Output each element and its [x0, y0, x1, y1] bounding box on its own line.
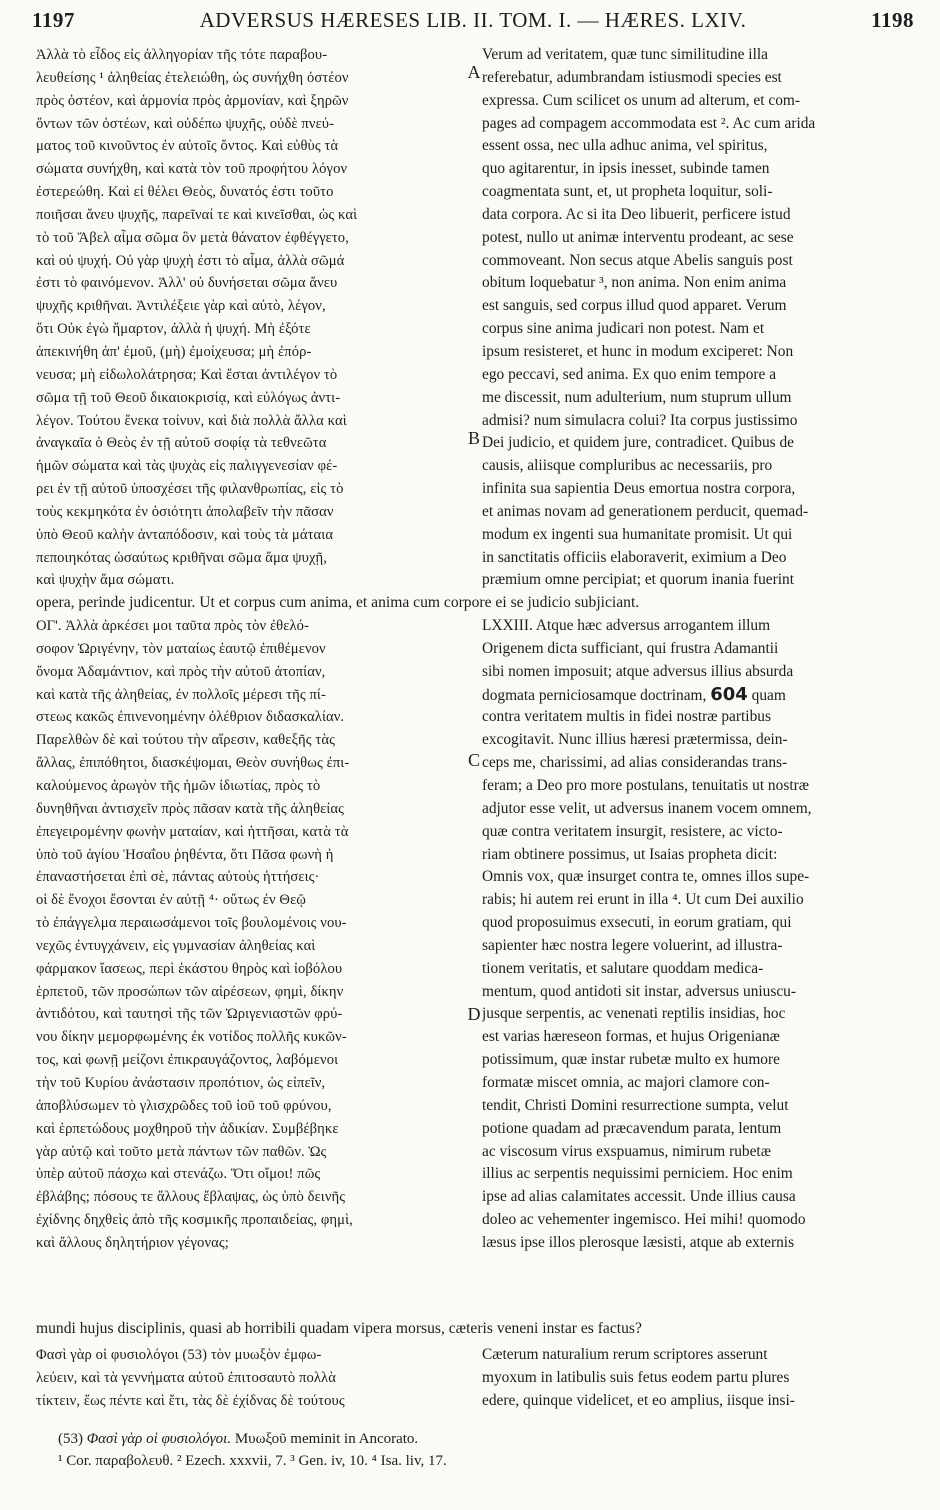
greek-text-line: ὅτι Οὐκ ἐγὼ ἥμαρτον, ἀλλὰ ἡ ψυχή. Μὴ ἐξότε — [36, 321, 311, 338]
latin-text-line: dogmata perniciosamque doctrinam, 604 quam — [482, 683, 786, 705]
latin-text-line: modum ex ingenti sua humanitate promisit. Ut qui — [482, 525, 793, 543]
latin-text-line: quæ contra veritatem insurgit, resistere, ac victo- — [482, 822, 783, 840]
latin-text-line: potest, nullo ut animæ interventu prodeant, ac sese — [482, 228, 794, 246]
greek-text-line: τοὺς κεκμηκότα ἐν ὁσιότητι ἀπολαβεῖν τὴν πᾶσαν — [36, 503, 334, 520]
latin-text-line: ipse ad alias calamitates accessit. Unde illius causa — [482, 1188, 796, 1206]
greek-text-line: καλούμενος ἀρωγὸν τῆς ἡμῶν ἰδιωτίας, πρὸς τὸ — [36, 778, 321, 794]
latin-text-line: læsus ipse illos plerosque læsisti, atque ab externis — [482, 1233, 795, 1251]
greek-text-line: ἡμῶν σώματα καὶ τὰς ψυχὰς εἰς παλιγγενεσίαν φέ- — [36, 458, 338, 475]
latin-text-line: infinita sua sapientia Deus emortua nostra corpora, — [482, 480, 796, 498]
footnote-references: ¹ Cor. παραβολευθ. ² Ezech. xxxvii, 7. ³ Gen. iv, 10. ⁴ Isa. liv, 17. — [58, 1453, 447, 1469]
latin-text-line: formatæ miscet omnia, ac majori clamore con- — [482, 1073, 770, 1091]
latin-text-line: Verum ad veritatem, quæ tunc similitudine illa — [482, 46, 768, 63]
latin-text-line: feram; a Deo pro more postulans, tenuitatis ut nostræ — [482, 777, 809, 794]
margin-letter: A — [467, 62, 481, 82]
greek-text-line: ἐπεγειρομένην φωνὴν ματαίαν, καὶ ἡττῆσαι, κατὰ τὰ — [36, 823, 349, 840]
spanning-line-mundi: mundi hujus disciplinis, quasi ab horribili quadam vipera morsus, cæteris veneni instar es factus? — [36, 1320, 642, 1337]
greek-text-line: τὸ τοῦ Ἄβελ αἷμα σῶμα ὃν μετὰ θάνατον ἐφθέγγετο, — [36, 229, 349, 246]
latin-text-line: riam obtinere possimus, ut Isaias propheta dicit: — [482, 845, 778, 863]
greek-tail-column — [36, 1344, 468, 1413]
latin-text-line: rabis; hi autem rei erunt in illa ⁴. Ut cum Dei auxilio — [482, 891, 804, 909]
page-number-left: 1197 — [32, 8, 75, 32]
greek-text-line: Ἀλλὰ τὸ εἶδος εἰς ἀλληγορίαν τῆς τότε παραβου- — [36, 47, 328, 63]
greek-text-line: πεποιηκότας ὡσαύτως κριθῆναι σῶμα ἅμα ψυχῇ, — [36, 549, 328, 566]
latin-text-line: referebatur, adumbrandam istiusmodi species est — [482, 68, 782, 86]
latin-text-line: doleo ac vehementer ingemisco. Hei mihi! quomodo — [482, 1211, 806, 1229]
greek-text-line: δυνηθῆναι ἀντισχεῖν πρὸς πᾶσαν κατὰ τῆς ἀληθείας — [36, 800, 345, 817]
latin-text-line: in sanctitatis officiis elaboraverit, eximium a Deo — [482, 548, 787, 566]
greek-text-line: τίκτειν, ἕως πέντε καὶ ἔτι, τὰς δὲ ἐχίδνας δὲ τούτους — [36, 1392, 345, 1409]
greek-text-line: νου δίκην μεμορφωμένης ἐκ νοτίδος πολλῆς κυκῶν- — [36, 1029, 347, 1046]
greek-text-line: σοφον Ὠριγένην, τὸν ματαίως ἑαυτῷ ἐπιθέμενον — [36, 640, 326, 657]
latin-text-line: admisi? num simulacra colui? Ita corpus justissimo — [482, 411, 798, 429]
latin-text-line: est varias hæreseon formas, et hujus Origenianæ — [482, 1028, 780, 1046]
greek-text-line: λέγον. Τούτου ἕνεκα τοίνυν, καὶ διὰ πολλὰ ἄλλα καὶ — [36, 412, 347, 429]
footnote-text: Μυωξοῦ meminit in Ancorato. — [234, 1431, 419, 1447]
greek-text-line: ἀπεκινήθη ἀπ' ἐμοῦ, (μὴ) ἐμοίχευσα; μὴ ἐπόρ- — [36, 343, 312, 360]
greek-text-line: σῶμα τῇ τοῦ Θεοῦ δικαιοκρισίᾳ, καὶ εὐλόγως ἀντι- — [36, 389, 341, 406]
latin-text-line: tionem veritatis, et salutare quoddam medica- — [482, 959, 764, 977]
footnote-number: (53) — [58, 1431, 83, 1447]
greek-text-line: Φασὶ γὰρ οἱ φυσιολόγοι (53) τὸν μυωξὸν ἐμφω- — [36, 1347, 322, 1363]
greek-text-line: ὄντων τῶν ὀστέων, καὶ οὐδέπω ψυχῆς, οὐδὲ πνεύ- — [36, 115, 335, 132]
greek-text-line: Παρελθὼν δὲ καὶ τούτου τὴν αἵρεσιν, καθεξῆς τὰς — [36, 732, 335, 749]
latin-text-line: excogitavit. Nunc illius hæresi prætermissa, dein- — [482, 731, 788, 749]
latin-text-line: ego peccavi, sed anima. Ex quo enim tempore a — [482, 365, 777, 383]
greek-text-line: ἀποβλύσωμεν τὸ γλισχρῶδες τοῦ ἰοῦ τοῦ φρύνου, — [36, 1097, 332, 1114]
latin-text-line: LXXIII. Atque hæc adversus arrogantem illum — [482, 617, 771, 635]
latin-text-line: Dei judicio, et quidem jure, contradicet. Quibus de — [482, 434, 794, 452]
greek-text-line: πρὸς ὀστέον, καὶ ἁρμονία πρὸς ἁρμονίαν, καὶ ξηρῶν — [36, 92, 349, 109]
greek-text-line: ὑπὲρ αὐτοῦ πάσχω καὶ στενάζω. Ὅτι οἴμοι! πῶς — [36, 1166, 321, 1183]
latin-text-line: coagmentata sunt, et, ut propheta loquitur, soli- — [482, 183, 773, 201]
page-header — [32, 8, 914, 34]
footnote-53 — [58, 1428, 918, 1450]
greek-text-line: ματος τοῦ κινοῦντος ἐν αὐτοῖς ὄντος. Καὶ εὐθὺς τὰ — [36, 138, 339, 155]
latin-text-line: obitum loquebatur ³, non anima. Non enim anima — [482, 274, 787, 292]
latin-text-line: illius ac serpentis nequissimi perniciem. Hoc enim — [482, 1165, 793, 1183]
latin-text-line: causis, aliisque compluribus ac necessariis, pro — [482, 457, 773, 475]
greek-text-line: καὶ κατὰ τῆς ἀληθείας, ἐν πολλοῖς μέρεσι τῆς πί- — [36, 686, 326, 703]
latin-text-line: ipsum resisteret, et hunc in modum exciperet: Non — [482, 342, 794, 360]
footnote-greek: Φασὶ γὰρ οἱ φυσιολόγοι. — [86, 1431, 232, 1447]
latin-text-line: quo agitarentur, in ipsis inesset, subinde tamen — [482, 160, 770, 178]
greek-text-line: καὶ ψυχὴν ἅμα σώματι. — [36, 572, 175, 589]
greek-text-line: ἐπαναστήσεται ἐπὶ σὲ, πάντας αὐτοὺς ἡττήσεις· — [36, 869, 320, 886]
greek-text-line: τὴν τοῦ Κυρίου ἀνάστασιν προπότιον, ὡς εἰπεῖν, — [36, 1074, 326, 1091]
latin-tail-column — [482, 1344, 914, 1413]
greek-text-line: τὸ ἐπάγγελμα περαιωσάμενοι τοῖς βουλομένοις νου- — [36, 915, 347, 932]
greek-column — [36, 44, 468, 1255]
latin-text-line: corpus sine anima judicari non potest. Nam et — [482, 320, 765, 338]
latin-text-line: Omnis vox, quæ insurget contra te, omnes illos supe- — [482, 868, 810, 886]
greek-text-line: ἀντιδότου, καὶ ταυτησὶ τῆς τῶν Ὠριγενιαστῶν φρύ- — [36, 1006, 343, 1023]
greek-text-line: καὶ οὐ ψυχή. Οὐ γὰρ ψυχὴ ἐστι τὸ αἷμα, ἀλλὰ σῶμά — [36, 252, 345, 269]
latin-text-line: sapienter hæc nostra legere voluerint, ad illustra- — [482, 936, 783, 954]
greek-text-line: ψυχῆς κριθῆναι. Ἀντιλέξειε γὰρ καὶ αὐτὸ, λέγον, — [36, 298, 326, 315]
latin-text-line: myoxum in latibulis suis fetus eodem partu plures — [482, 1368, 790, 1386]
latin-text-line: contra veritatem multis in fidei nostræ partibus — [482, 708, 771, 726]
latin-text-line: et animas novam ad generationem perducit, quemad- — [482, 502, 809, 520]
greek-text-line: νεχῶς ἐντυγχάνειν, εἰς γυμνασίαν ἀληθείας καὶ — [36, 937, 316, 954]
greek-text-line: οἱ δὲ ἔνοχοι ἔσονται ἐν αὐτῇ ⁴· οὕτως ἐν Θεῷ — [36, 892, 307, 909]
greek-text-line: φάρμακον ἴασεως, περὶ ἑκάστου θηρὸς καὶ ἰοβόλου — [36, 960, 343, 977]
latin-text-line: essent ossa, nec ulla adhuc anima, vel spiritus, — [482, 137, 768, 155]
latin-text-line: edere, quinque videlicet, et eo amplius, iisque insi- — [482, 1391, 795, 1409]
running-title: ADVERSUS HÆRESES LIB. II. TOM. I. — HÆRES. LXIV. — [199, 8, 747, 32]
greek-text-line: ἐχίδνης δηχθεὶς ἀπὸ τῆς κοσμικῆς προπαιδείας, φημὶ, — [36, 1212, 353, 1229]
page-number-right: 1198 — [871, 8, 914, 32]
latin-text-line: expressa. Cum scilicet os unum ad alterum, et com- — [482, 91, 800, 109]
greek-text-line: ὑπὸ τοῦ ἁγίου Ἡσαΐου ῥηθέντα, ὅτι Πᾶσα φωνὴ ἡ — [36, 846, 334, 863]
greek-text-line: ΟΓ'. Ἀλλὰ ἀρκέσει μοι ταῦτα πρὸς τὸν ἐθελό- — [36, 618, 310, 635]
footnotes — [58, 1428, 918, 1472]
greek-text-line: λεύειν, καὶ τὰ γεννήματα αὐτοῦ ἐπιτοσαυτὸ πολλὰ — [36, 1369, 336, 1386]
greek-text-line: ρει ἐν τῇ αὐτοῦ ὑποσχέσει τῆς φιλανθρωπίας, εἰς τὸ — [36, 481, 344, 498]
latin-text-line: quod proposuimus exsecuti, in eorum gratiam, qui — [482, 914, 792, 932]
latin-text-line: potissimum, quæ instar rubetæ multo ex humore — [482, 1051, 780, 1069]
greek-text-line: ὄνομα Ἀδαμάντιον, καὶ πρὸς τὴν αὐτοῦ ἀτοπίαν, — [36, 663, 326, 680]
greek-text-line: ἐστερεώθη. Καὶ εἰ θέλει Θεὸς, δυνατός ἐστι τοῦτο — [36, 184, 334, 201]
latin-text-line: præmium omne percipiat; et quorum inania fuerint — [482, 571, 795, 589]
greek-text-line: τος, καὶ φωνῇ μείζονι ἐπικραυγάζοντος, λαβόμενοι — [36, 1052, 339, 1069]
folio-marker: 604 — [710, 683, 748, 705]
latin-text-line: pages ad compagem accommodata est ². Ac cum arida — [482, 114, 816, 132]
greek-text-line: γὰρ αὐτῷ καὶ τοῦτο μετὰ πάντων τῶν παθῶν. Ὡς — [36, 1143, 327, 1160]
latin-text-line: ceps me, charissimi, ad alias considerandas trans- — [482, 754, 788, 772]
latin-text-line: Origenem dicta sufficiant, qui frustra Adamantii — [482, 639, 779, 657]
latin-column — [482, 44, 914, 1255]
margin-letter: D — [467, 1004, 481, 1024]
latin-text-line: sibi nomen imposuit; atque adversus illius absurda — [482, 662, 794, 680]
greek-text-line: ἀναγκαῖα ὁ Θεὸς ἐν τῇ αὐτοῦ σοφίᾳ τὰ τεθνεῶτα — [36, 435, 327, 452]
greek-text-line: ἑρπετοῦ, τῶν προσώπων τῶν αἱρέσεων, φημὶ, δίκην — [36, 983, 344, 1000]
spanning-line-opera: opera, perinde judicentur. Ut et corpus cum anima, et anima cum corpore ei se judicio subjiciant. — [36, 594, 640, 611]
latin-text-line: adjutor esse velit, ut adversus inanem vocem omnem, — [482, 799, 812, 817]
greek-text-line: νευσα; μὴ εἰδωλολάτρησα; Καὶ ἔσται ἀντιλέγον τὸ — [36, 366, 338, 383]
latin-text-line: Cæterum naturalium rerum scriptores asserunt — [482, 1346, 768, 1363]
greek-text-line: καὶ ἄλλους δηλητήριον γέγονας; — [36, 1234, 229, 1251]
greek-text-line: ἐβλάβης; πόσους τε ἄλλους ἔβλαψας, ὡς ὑπὸ δεινῆς — [36, 1189, 346, 1206]
greek-text-line: ὑπὸ Θεοῦ καλὴν ἀνταπόδοσιν, καὶ τοὺς τὰ μάταια — [36, 526, 334, 543]
margin-letter: B — [467, 428, 480, 448]
greek-text-line: στεως κακῶς ἐπινενοημένην ὀλέθριον διδασκαλίαν. — [36, 709, 345, 726]
greek-text-line: λευθείσης ¹ ἀληθείας ἐτελειώθη, ὡς συνήχθη ὀστέον — [36, 69, 349, 86]
greek-text-line: σώματα συνήχθη, καὶ κατὰ τὸν τοῦ προφήτου λόγον — [36, 161, 348, 178]
greek-text-line: ἐστι τὸ φαινόμενον. Ἀλλ' οὐ δυνήσεται σῶμα ἄνευ — [36, 275, 338, 292]
latin-text-line: potione quadam ad præcavendum parata, lentum — [482, 1119, 782, 1137]
greek-text-line: ποιῆσαι ἄνευ ψυχῆς, παρεῖναί τε καὶ κινεῖσθαι, ὡς καὶ — [36, 206, 358, 223]
latin-text-line: commoveant. Non secus atque Abelis sanguis post — [482, 251, 793, 269]
latin-text-line: jusque serpentis, ac venenati reptilis insidias, hoc — [482, 1005, 786, 1023]
greek-text-line: ἄλλας, ἐπιπόθητοι, διασκέψομαι, Θεὸν συνήθως ἐπι- — [36, 755, 350, 772]
margin-letter: C — [467, 750, 480, 770]
latin-text-line: mentum, quod antidoti sit instar, adversus uniuscu- — [482, 982, 796, 1000]
greek-text-line: καὶ ἑρπετώδους μοχθηροῦ τὴν ἀδικίαν. Συμβέβηκε — [36, 1120, 339, 1137]
latin-text-line: tendit, Christi Domini resurrectione sumpta, velut — [482, 1096, 789, 1114]
latin-text-line: me discessit, num adulterium, num stuprum ullum — [482, 388, 792, 406]
latin-text-line: ac viscosum virus exspuamus, nimirum rubetæ — [482, 1142, 771, 1160]
latin-text-line: est sanguis, sed corpus illud quod apparet. Verum — [482, 297, 787, 315]
latin-text-line: data corpora. Ac si ita Deo libuerit, perficere istud — [482, 205, 791, 223]
